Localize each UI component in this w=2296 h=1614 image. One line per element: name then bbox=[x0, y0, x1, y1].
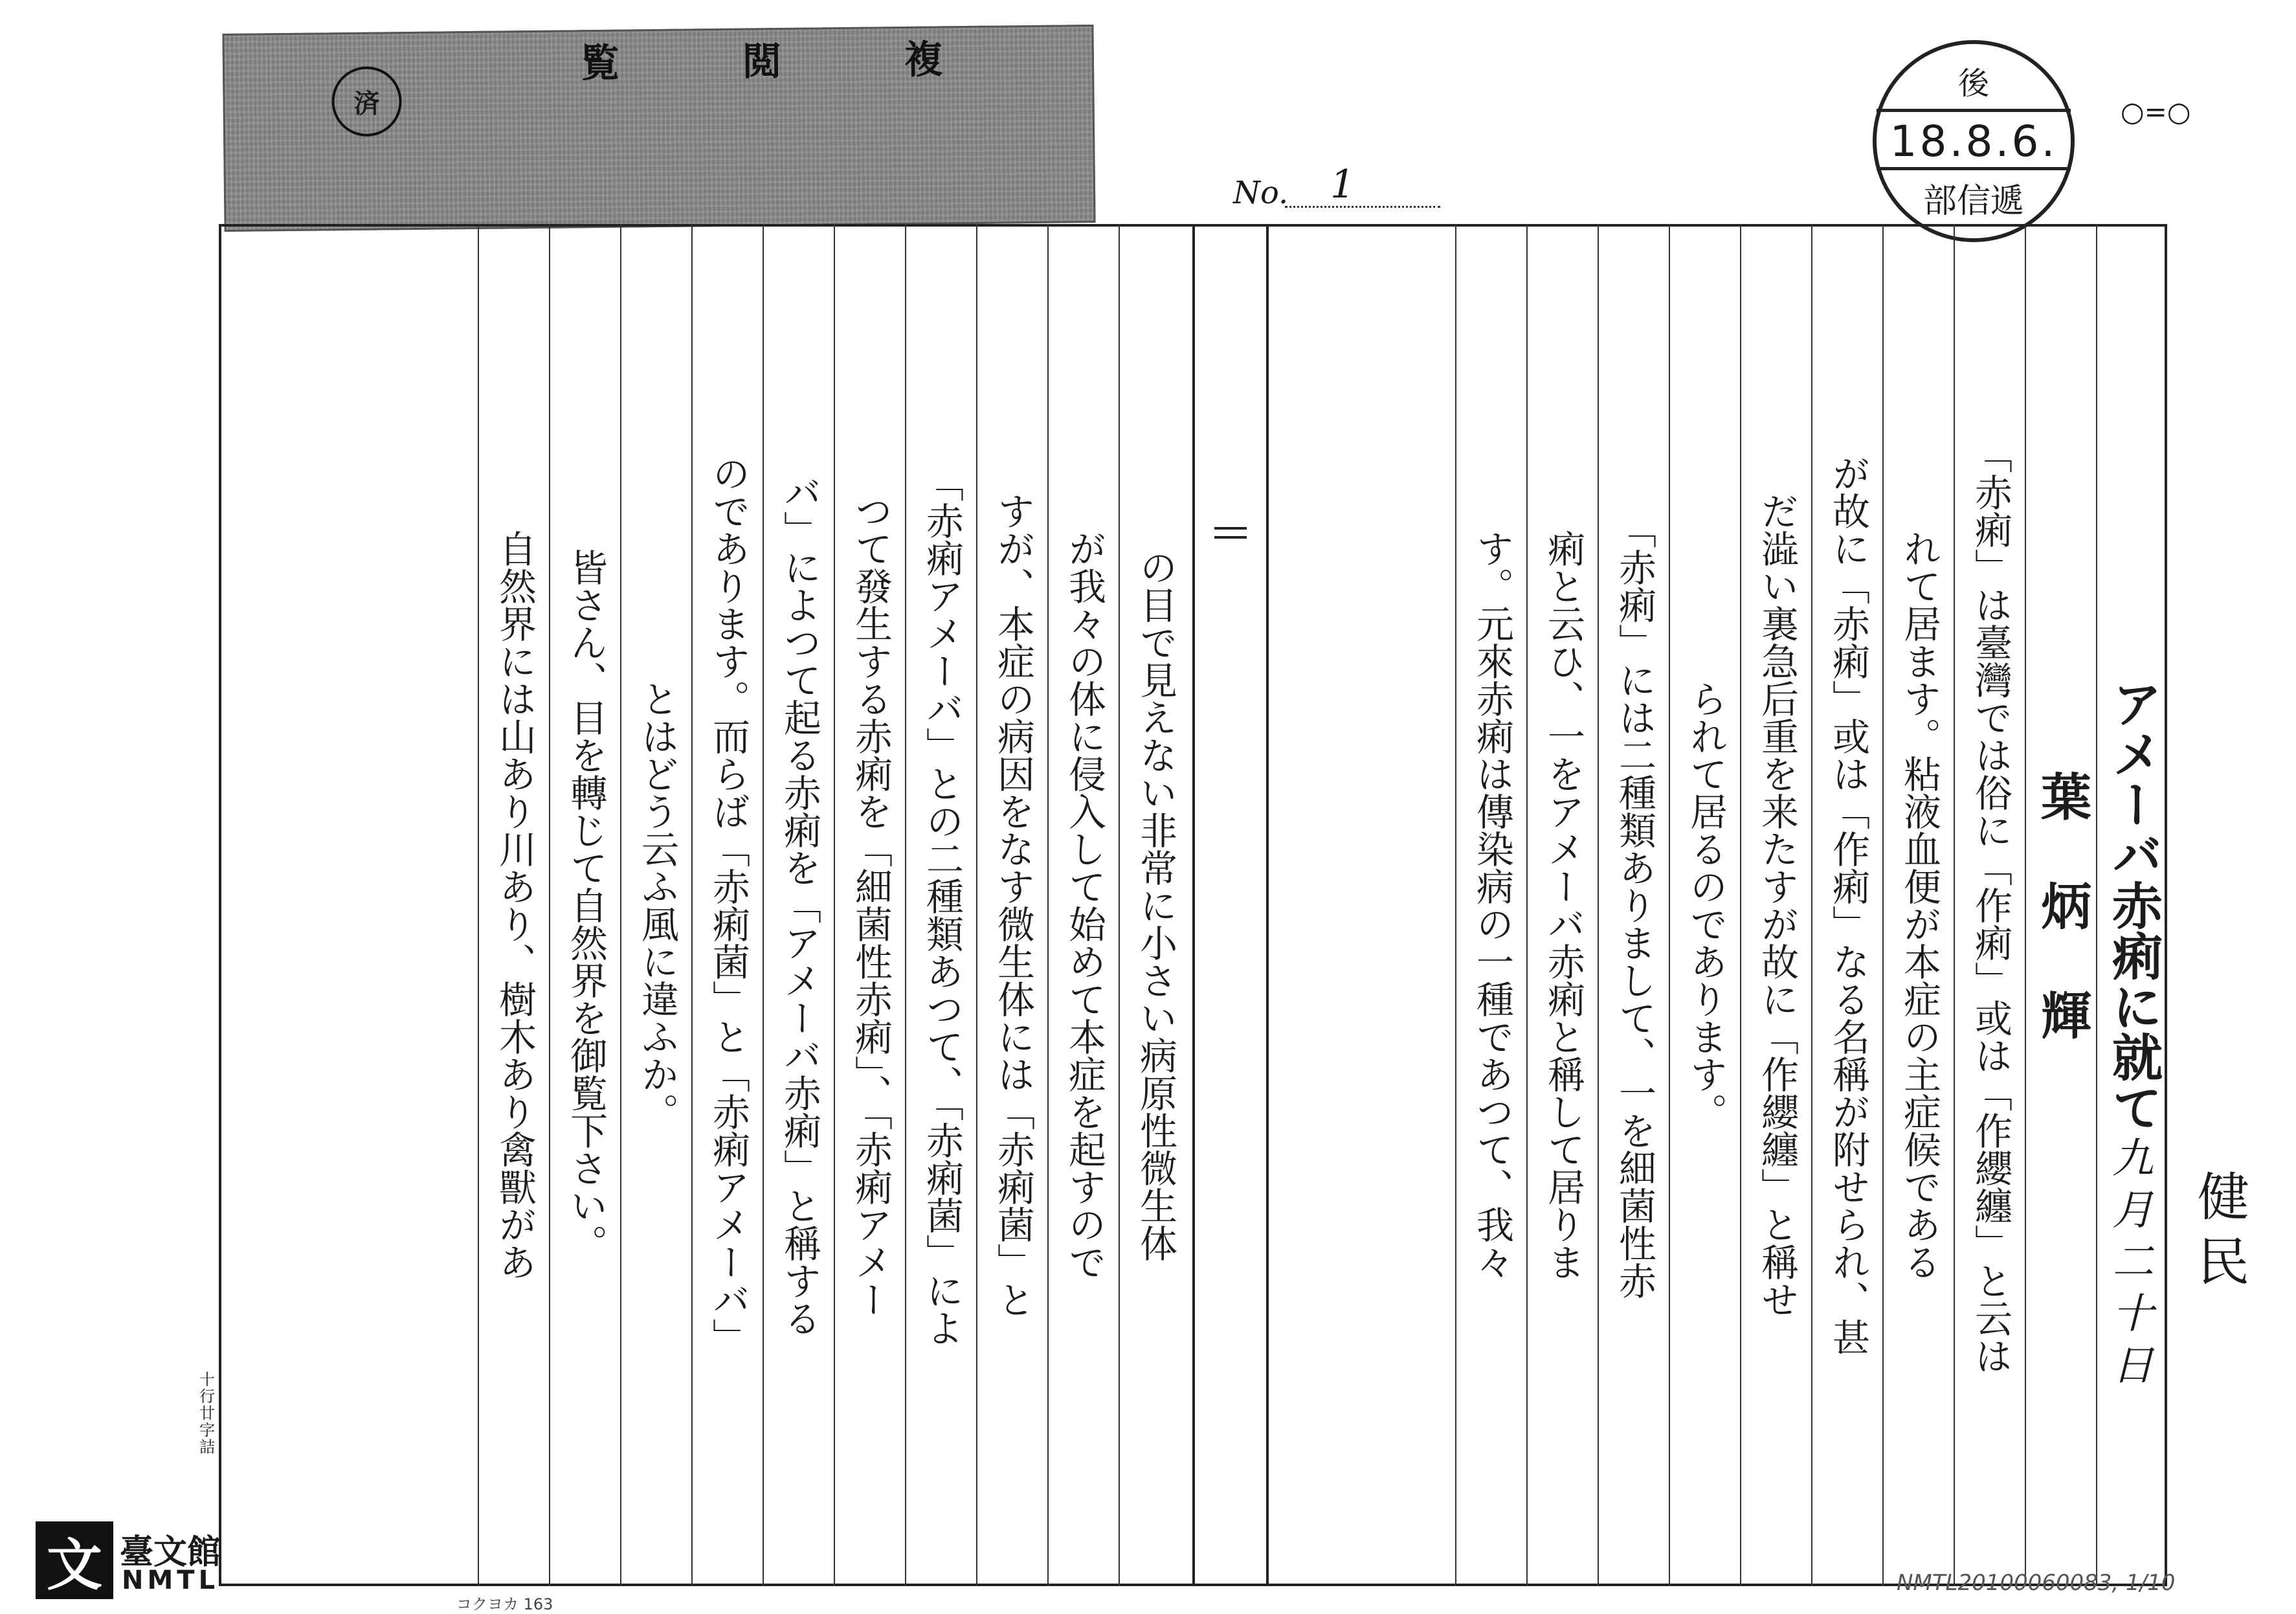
stamp-seal: 済 bbox=[331, 66, 402, 137]
body-column-right-8-text: す。元來赤痢は傳染病の一種であつて、我々 bbox=[1470, 530, 1514, 1281]
date-annotation: 九月二十日 bbox=[2112, 1135, 2154, 1390]
body-column-left-1 bbox=[1119, 224, 1191, 1586]
body-column-left-4-text: 「赤痢アメーバ」との二種類あつて、「赤痢菌」によ bbox=[920, 464, 964, 1347]
number-label: No. bbox=[1233, 175, 1289, 211]
number-value: 1 bbox=[1330, 162, 1355, 207]
body-column-right-2-text: れて居ます。粘液血便が本症の主症候である bbox=[1897, 530, 1941, 1281]
body-column-left-8 bbox=[620, 224, 693, 1586]
body-column-left-4 bbox=[905, 224, 977, 1586]
body-column-left-6-text: バ」によつて起る赤痢を「アメーバ赤痢」と稱する bbox=[777, 473, 821, 1337]
paper-format-note: 十行 廿字詰 bbox=[199, 1371, 215, 1456]
body-column-left-9-text: 皆さん、目を轉じて自然界を御覧下さい。 bbox=[564, 548, 608, 1262]
stamp-text-2: 閲 bbox=[742, 39, 782, 85]
paper-maker-code: コクヨカ 163 bbox=[456, 1595, 553, 1613]
body-column-left-2 bbox=[1047, 224, 1120, 1586]
body-column-right-5 bbox=[1669, 224, 1741, 1586]
body-column-right-1 bbox=[1954, 224, 2026, 1586]
body-column-left-5-text: つて發生する赤痢を「細菌性赤痢」、「赤痢アメー bbox=[849, 492, 893, 1318]
body-column-left-1-text: の目で見えない非常に小さい病原性微生体 bbox=[1133, 548, 1177, 1262]
margin-annotation: 健民 bbox=[2198, 1167, 2249, 1292]
author-column bbox=[2025, 224, 2097, 1586]
body-column-left-2-text: が我々の体に侵入して始めて本症を起すので bbox=[1062, 530, 1106, 1281]
body-column-left-10-text: 自然界には山あり川あり、樹木あり禽獸があ bbox=[493, 530, 537, 1281]
body-column-right-3-text: が故に「赤痢」或は「作痢」なる名稱が附せられ、甚 bbox=[1826, 454, 1870, 1356]
stamp-text-1: 複 bbox=[904, 37, 944, 84]
body-column-right-7-text: 痢と云ひ、一をアメーバ赤痢と稱して居りま bbox=[1541, 530, 1585, 1281]
postmark-date: 18.8.6. bbox=[1889, 117, 2058, 166]
author-column-text: 葉 炳 輝 bbox=[2033, 770, 2091, 1040]
nmtl-logo-icon: 文 bbox=[36, 1521, 113, 1599]
body-column-right-6 bbox=[1598, 224, 1670, 1586]
body-column-right-8 bbox=[1455, 224, 1528, 1586]
body-column-left-3-text: すが、本症の病因をなす微生体には「赤痢菌」と bbox=[991, 492, 1035, 1318]
body-column-right-2 bbox=[1882, 224, 1955, 1586]
body-column-left-3 bbox=[976, 224, 1049, 1586]
key-mark: ○=○ bbox=[2121, 96, 2191, 128]
body-column-right-3 bbox=[1811, 224, 1884, 1586]
stamp-text-3: 覧 bbox=[580, 40, 620, 87]
body-column-right-4 bbox=[1740, 224, 1812, 1586]
body-column-right-7 bbox=[1526, 224, 1599, 1586]
body-column-right-1-text: 「赤痢」は臺灣では俗に「作痢」或は「作纓纏」と云は bbox=[1968, 436, 2012, 1374]
body-column-left-9 bbox=[549, 224, 621, 1586]
postmark-stamp bbox=[1873, 40, 2075, 242]
logo-name-en: NMTL bbox=[122, 1565, 219, 1595]
catalog-number: NMTL20100060083, 1/10 bbox=[1897, 1570, 2176, 1596]
body-column-left-5 bbox=[834, 224, 906, 1586]
approval-stamp bbox=[222, 25, 1095, 232]
body-column-right-4-text: だ澁い裏急后重を来たすが故に「作纓纏」と稱せ bbox=[1755, 492, 1799, 1318]
logo-name-cn: 臺文館 bbox=[120, 1532, 221, 1572]
body-column-right-5-text: られて居るのであります。 bbox=[1684, 680, 1728, 1130]
body-column-left-7 bbox=[691, 224, 764, 1586]
body-column-left-6 bbox=[763, 224, 835, 1586]
body-column-right-6-text: 「赤痢」には二種類ありまして、一を細菌性赤 bbox=[1612, 511, 1656, 1299]
center-gutter bbox=[1192, 227, 1269, 1584]
postmark-bottom-text: 部信遞 bbox=[1923, 182, 2024, 221]
body-column-left-10 bbox=[478, 224, 550, 1586]
number-underline bbox=[1285, 206, 1440, 208]
title-column-text: アメーバ赤痢に就て bbox=[2104, 678, 2163, 1132]
body-column-left-7-text: のであります。而らば「赤痢菌」と「赤痢アメーバ」 bbox=[706, 454, 750, 1356]
body-column-left-8-text: とはどう云ふ風に違ふか。 bbox=[635, 680, 679, 1130]
postmark-top-text: 後 bbox=[1957, 65, 1989, 102]
